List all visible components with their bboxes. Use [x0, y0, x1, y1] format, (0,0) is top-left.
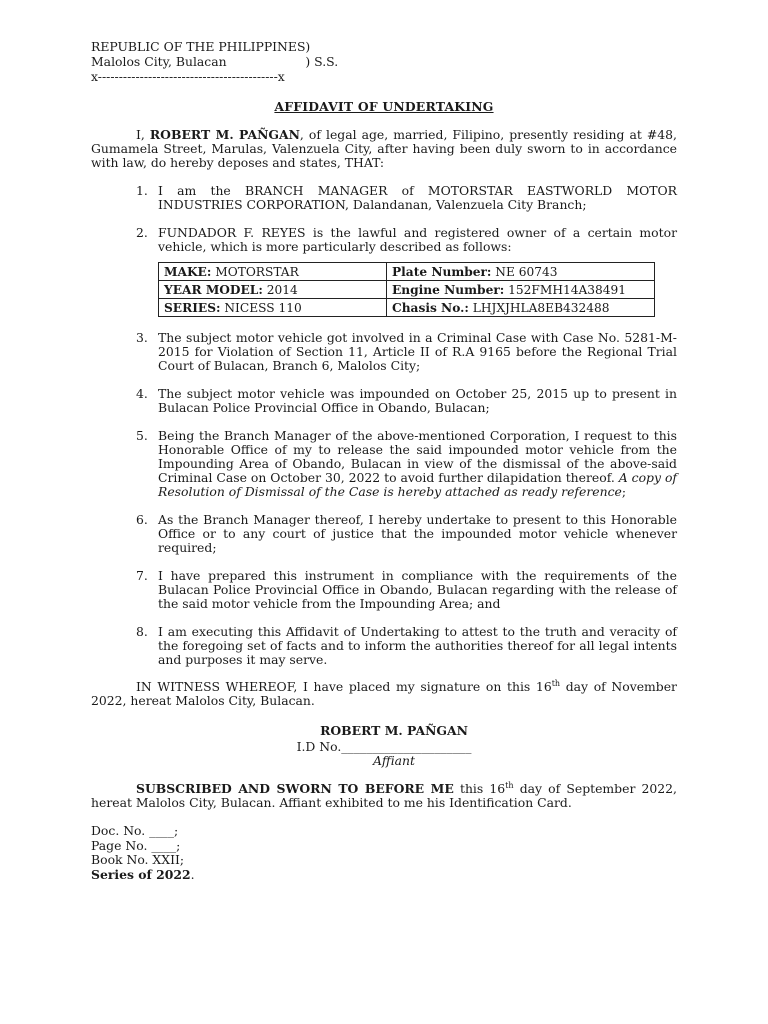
notarial-register: [91, 824, 677, 882]
table-cell: SERIES: NICESS 110: [159, 299, 387, 317]
list-item: [91, 513, 677, 555]
jurat-heading: SUBSCRIBED AND SWORN TO BEFORE ME: [136, 781, 454, 796]
cell-label: SERIES: [164, 300, 217, 315]
cell-value: 2014: [266, 282, 298, 297]
item-text: The subject motor vehicle got involved in a Criminal Case with Case No. 5281-M-2015 for Violation of Section 11, Article II of R.A 9165 before the Regional Trial Court of Bulacan, Branch 6, Malolos City;: [158, 330, 677, 373]
cell-label: Engine Number: [392, 282, 500, 297]
series-text: Series of 2022: [91, 866, 191, 882]
intro-pre: I,: [136, 127, 150, 142]
cell-label: Plate Number: [392, 264, 487, 279]
witness-post: day of November 2022, hereat Malolos City, Bulacan.: [91, 679, 677, 708]
item-text: The subject motor vehicle was impounded on October 25, 2015 up to present in Bulacan Police Provincial Office in Obando, Bulacan;: [158, 386, 677, 415]
item-italic-note: A copy of Resolution of Dismissal of the Case is hereby attached as ready reference: [158, 470, 677, 499]
item-number: 7.: [136, 568, 148, 583]
item-text: As the Branch Manager thereof, I hereby undertake to present to this Honorable Office or to any court of justice that the impounded motor vehicle whenever required;: [158, 512, 677, 555]
jurat-post: day of September 2022, hereat Malolos City, Bulacan. Affiant exhibited to me his Identification Card.: [91, 781, 677, 810]
list-item: [91, 184, 677, 212]
affiant-label: Affiant: [372, 753, 416, 768]
list-item: [91, 429, 677, 499]
table-row: [159, 281, 655, 299]
venue-divider: x-------------------------------------------x: [91, 69, 285, 84]
cell-label: MAKE: [164, 264, 207, 279]
list-item: [91, 569, 677, 611]
item-text: I am executing this Affidavit of Undertaking to attest to the truth and veracity of the foregoing set of facts and to inform the authorities thereof for all legal intents and purposes it may serve.: [158, 624, 677, 667]
item-number: 6.: [136, 512, 148, 527]
cell-label: YEAR MODEL: [164, 282, 259, 297]
item-number: 4.: [136, 386, 148, 401]
cell-label: Chasis No.: [392, 300, 465, 315]
series-tail: .: [190, 866, 195, 882]
item-number: 8.: [136, 624, 148, 639]
cell-value: MOTORSTAR: [215, 264, 299, 279]
page-number: Page No. ____;: [91, 837, 181, 853]
item-text: FUNDADOR F. REYES is the lawful and registered owner of a certain motor vehicle, which is more particularly described as follows:: [158, 225, 677, 254]
intro-text: , of legal age, married, Filipino, presently residing at #48, Gumamela Street, Marulas, Valenzuela City, after having been duly sworn to in accordance with law, do hereby deposes and states, THAT:: [91, 127, 677, 170]
jurat-pre: this 16: [453, 781, 506, 796]
jurat-sup: th: [505, 780, 514, 790]
witness-paragraph: [91, 680, 677, 708]
venue-block: [91, 40, 677, 85]
table-row: [159, 299, 655, 317]
intro-paragraph: [91, 128, 677, 170]
book-number: Book No. XXII;: [91, 852, 185, 867]
item-number: 3.: [136, 330, 148, 345]
cell-value: NICESS 110: [224, 300, 302, 315]
item-text: Being the Branch Manager of the above-mentioned Corporation, I request to this Honorable Office of my to release the said impounded motor vehicle from the Impounding Area of Obando, Bulacan in view of the dismissal of the above-said Criminal Case on October 30, 2022 to avoid further dilapidation thereof.: [158, 428, 677, 485]
affiant-name: ROBERT M. PAÑGAN: [149, 127, 300, 142]
venue-country: REPUBLIC OF THE PHILIPPINES): [91, 39, 311, 54]
item-text: I have prepared this instrument in compliance with the requirements of the Bulacan Police Provincial Office in Obando, Bulacan regarding with the release of the said motor vehicle from the Impounding Area; and: [158, 568, 677, 611]
signatory-name: ROBERT M. PAÑGAN: [320, 723, 468, 738]
cell-value: NE 60743: [495, 264, 558, 279]
table-row: [159, 263, 655, 281]
statements-list: [91, 184, 677, 667]
table-cell: Chasis No.: LHJXJHLA8EB432488: [387, 299, 655, 317]
cell-value: 152FMH14A38491: [508, 282, 627, 297]
vehicle-table: [158, 262, 655, 317]
item-text: I am the BRANCH MANAGER of MOTORSTAR EASTWORLD MOTOR INDUSTRIES CORPORATION, Dalandanan, Valenzuela City Branch;: [158, 183, 677, 212]
document-title: AFFIDAVIT OF UNDERTAKING: [274, 99, 494, 114]
table-cell: Engine Number: 152FMH14A38491: [387, 281, 655, 299]
cell-value: LHJXJHLA8EB432488: [472, 300, 610, 315]
series-line: [91, 868, 677, 883]
list-item: [91, 226, 677, 317]
item-tail: ;: [621, 484, 627, 499]
doc-number: Doc. No. ____;: [91, 823, 179, 838]
affidavit-page: [91, 40, 677, 882]
list-item: [91, 387, 677, 415]
witness-sup: th: [551, 678, 561, 688]
list-item: [91, 625, 677, 667]
table-cell: YEAR MODEL: 2014: [159, 281, 387, 299]
list-item: [91, 331, 677, 373]
table-cell: Plate Number: NE 60743: [387, 263, 655, 281]
id-number-line: I.D No._____________________: [296, 739, 472, 754]
witness-pre: IN WITNESS WHEREOF, I have placed my signature on this 16: [136, 679, 552, 694]
table-cell: MAKE: MOTORSTAR: [159, 263, 387, 281]
venue-city: Malolos City, Bulacan ) S.S.: [91, 54, 339, 69]
item-number: 2.: [136, 225, 148, 240]
item-number: 1.: [136, 183, 148, 198]
jurat-paragraph: [91, 782, 677, 810]
item-number: 5.: [136, 428, 148, 443]
